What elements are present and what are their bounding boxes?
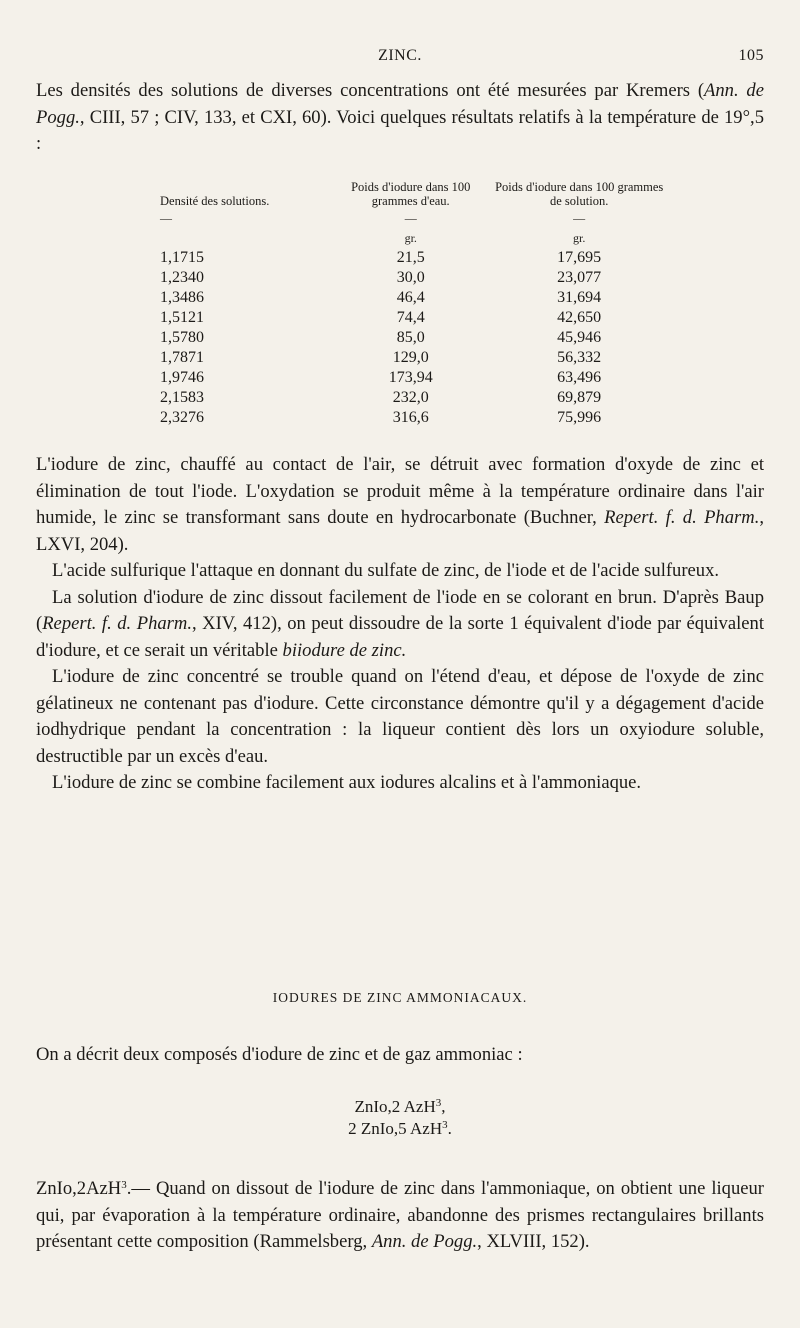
p1-text-b: , LXVI, 204).: [36, 507, 764, 555]
cell-poids-solution: 23,077: [557, 269, 602, 286]
cell-densite: 1,2340: [160, 269, 204, 286]
paragraph-oxydation: [36, 452, 764, 558]
main-text: [36, 452, 764, 797]
cell-poids-solution: 17,695: [557, 249, 602, 266]
paragraph-combinaison: L'iodure de zinc se combine facilement aux iodures alcalins et à l'ammoniaque.: [52, 772, 642, 793]
section-heading: IODURES DE ZINC AMMONIACAUX.: [272, 990, 528, 1005]
col-header-solution: Poids d'iodure dans 100 grammes de solution.: [495, 180, 664, 208]
cell-densite: 2,1583: [160, 389, 204, 406]
paragraph-acide-sulfurique: L'acide sulfurique l'attaque en donnant du sulfate de zinc, de l'iode et de l'acide sulfureux.: [52, 560, 720, 581]
formula-1: ZnIo,2 AzH$^3$,: [354, 1097, 446, 1116]
cell-densite: 1,1715: [160, 249, 204, 266]
p3-ref: Repert. f. d. Pharm.: [42, 613, 192, 634]
cell-poids-solution: 31,694: [557, 289, 602, 306]
cell-poids-solution: 63,496: [557, 369, 602, 386]
cell-poids-eau: 129,0: [392, 349, 429, 366]
table-row: [110, 248, 670, 268]
running-head: [0, 47, 800, 71]
cell-densite: 2,3276: [160, 409, 204, 426]
paragraph-solution: [36, 585, 764, 665]
unit-3: gr.: [573, 231, 586, 245]
final-text-b: , XLVIII, 152).: [477, 1231, 590, 1252]
table-header-row: [110, 180, 670, 208]
p3-term: biiodure de zinc.: [282, 639, 407, 661]
table-body: [110, 248, 670, 428]
cell-poids-solution: 75,996: [557, 409, 602, 426]
table-row: [110, 268, 670, 288]
unit-2: gr.: [404, 231, 417, 245]
cell-poids-solution: 69,879: [557, 389, 602, 406]
final-text-a: .— Quand on dissout de l'iodure de zinc dans l'ammoniaque, on obtient une liqueur qui, par évaporation à la température ordinaire, abandonne des prismes rectangulaires brillants présentant cette composition (Rammelsberg,: [36, 1178, 764, 1252]
cell-densite: 1,5780: [160, 329, 204, 346]
p1-ref: Repert. f. d. Pharm.: [604, 507, 760, 528]
p3-text-b: , XIV, 412), on peut dissoudre de la sorte 1 équivalent d'iode par équivalent d'iodure, et ce serait un véritable: [36, 613, 764, 661]
cell-poids-solution: 45,946: [557, 329, 602, 346]
table-row: [110, 368, 670, 388]
intro-paragraph: [36, 78, 764, 158]
p1-text-a: L'iodure de zinc, chauffé au contact de l'air, se détruit avec formation d'oxyde de zinc et élimination de tout l'iode. L'oxydation se produit même à la température ordinaire dans l'air humide, le zinc se transformant sans doute en hydrocarbonate (Buchner,: [36, 454, 764, 528]
table-row: [110, 308, 670, 328]
col-header-densite: Densité des solutions.: [160, 194, 270, 208]
cell-poids-eau: 74,4: [396, 309, 425, 326]
final-ref: Ann. de Pogg.: [371, 1231, 478, 1252]
intro-text-a: Les densités des solutions de diverses concentrations ont été mesurées par Kremers (: [36, 80, 705, 101]
cell-poids-solution: 56,332: [557, 349, 602, 366]
cell-poids-solution: 42,650: [557, 309, 602, 326]
col-header-eau: Poids d'iodure dans 100 grammes d'eau.: [351, 180, 471, 208]
cell-densite: 1,3486: [160, 289, 204, 306]
running-title: ZINC.: [378, 47, 422, 64]
paragraph-iodure-concentre: L'iodure de zinc concentré se trouble quand on l'étend d'eau, et dépose de l'oxyde de zinc gélatineux ne contenant pas d'iodure. Cette circonstance démontre qu'il y a dégagement d'acide iodhydrique pendant la concentration : la liqueur contient dès lors un oxyiodure soluble, destructible par un excès d'eau.: [36, 666, 764, 767]
cell-poids-eau: 21,5: [396, 249, 425, 266]
cell-poids-eau: 85,0: [396, 329, 425, 346]
table-row: [110, 328, 670, 348]
cell-poids-eau: 30,0: [396, 269, 425, 286]
section-intro: On a décrit deux composés d'iodure de zinc et de gaz ammoniac :: [36, 1044, 523, 1065]
cell-densite: 1,5121: [160, 309, 204, 326]
final-lead: ZnIo,2AzH: [36, 1178, 122, 1199]
p3-text-a: La solution d'iodure de zinc dissout facilement de l'iode en se colorant en brun. D'après Baup (: [36, 586, 764, 634]
cell-poids-eau: 232,0: [392, 389, 429, 406]
cell-poids-eau: 173,94: [388, 369, 433, 386]
unit-1: [110, 228, 333, 248]
dash-3: —: [573, 211, 586, 225]
table-row: [110, 408, 670, 428]
paragraph-znio-2azh3: ZnIo,2AzH$^3$.— Quand on dissout de l'iodure de zinc dans l'ammoniaque, on obtient une liqueur qui, par évaporation à la température ordinaire, abandonne des prismes rectangulaires brillants présentant cette composition (Rammelsberg, Ann. de Pogg., XLVIII, 152).: [36, 1178, 764, 1252]
density-table: [110, 180, 670, 428]
table-row: [110, 348, 670, 368]
table-row: [110, 288, 670, 308]
intro-text-b: , CIII, 57 ; CIV, 133, et CXI, 60). Voici quelques résultats relatifs à la température de 19°,5 :: [36, 106, 764, 154]
cell-poids-eau: 316,6: [392, 409, 429, 426]
formula-block: [0, 1096, 800, 1140]
table-dash-row: [110, 208, 670, 228]
intro-ref: Ann. de Pogg.: [36, 80, 764, 128]
formula-2: 2 ZnIo,5 AzH$^3$.: [348, 1119, 452, 1138]
cell-densite: 1,7871: [160, 349, 204, 366]
cell-densite: 1,9746: [160, 369, 204, 386]
dash-2: —: [404, 211, 417, 225]
cell-poids-eau: 46,4: [396, 289, 425, 306]
table-row: [110, 388, 670, 408]
dash-1: —: [160, 211, 172, 225]
table-unit-row: [110, 228, 670, 248]
page-number: 105: [738, 47, 764, 64]
